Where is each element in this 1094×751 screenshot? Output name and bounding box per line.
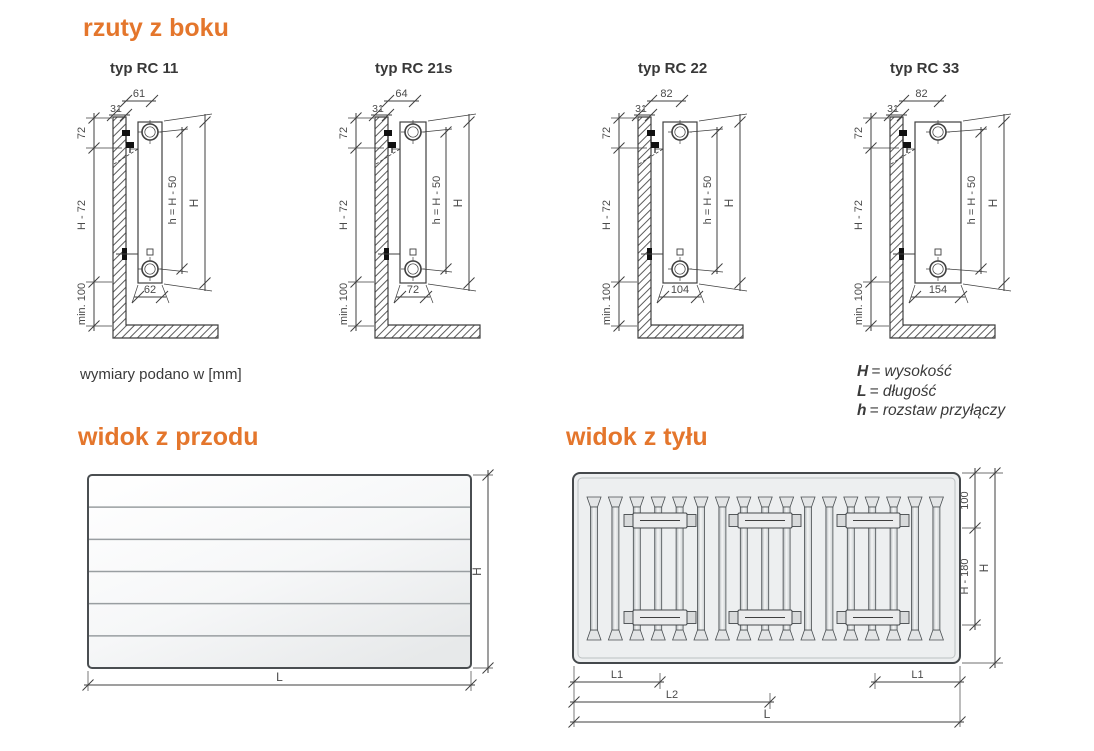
svg-text:h = H - 50: h = H - 50 [431, 175, 443, 225]
svg-text:h = H - 50: h = H - 50 [702, 175, 714, 225]
svg-text:L1: L1 [610, 669, 624, 681]
svg-text:100: 100 [959, 491, 971, 510]
svg-text:H: H [187, 198, 201, 208]
legend-row-length [857, 382, 1005, 402]
svg-text:H: H [722, 198, 736, 208]
svg-text:H - 72: H - 72 [853, 200, 865, 230]
svg-text:64: 64 [395, 88, 408, 100]
svg-text:154: 154 [928, 284, 948, 296]
legend-symbol: L [857, 382, 867, 400]
svg-text:H - 72: H - 72 [76, 200, 88, 230]
side-view-label-rc11: typ RC 11 [110, 60, 179, 77]
svg-text:72: 72 [853, 126, 865, 140]
svg-text:min. 100: min. 100 [853, 282, 865, 326]
legend-text: = rozstaw przyłączy [869, 402, 1006, 419]
svg-text:H: H [986, 198, 1000, 208]
legend-symbol: H [857, 363, 869, 380]
legend-row-height [857, 362, 1005, 382]
side-view-label-rc33: typ RC 33 [890, 60, 960, 77]
svg-text:72: 72 [406, 284, 420, 296]
svg-text:H - 72: H - 72 [338, 200, 350, 230]
svg-text:31: 31 [372, 103, 384, 115]
section-title-front-view: widok z przodu [78, 423, 259, 451]
svg-text:72: 72 [76, 126, 88, 140]
svg-text:62: 62 [143, 284, 157, 296]
side-view-label-rc22: typ RC 22 [638, 60, 708, 77]
svg-text:H - 180: H - 180 [959, 558, 971, 595]
legend-text: = wysokość [871, 363, 952, 380]
svg-text:82: 82 [660, 88, 673, 100]
svg-text:72: 72 [338, 126, 350, 140]
dimension-legend [857, 362, 1005, 421]
svg-text:82: 82 [915, 88, 928, 100]
svg-text:H - 72: H - 72 [601, 200, 613, 230]
svg-text:61: 61 [132, 88, 146, 100]
rear-view-drawing [555, 455, 1094, 751]
section-title-side-views: rzuty z boku [83, 14, 229, 42]
svg-text:min. 100: min. 100 [76, 282, 88, 326]
svg-text:72: 72 [601, 126, 613, 140]
svg-text:H: H [451, 198, 465, 208]
side-view-label-rc21s: typ RC 21s [375, 60, 453, 77]
side-view-drawing-rc22 [595, 85, 845, 357]
svg-text:h = H - 50: h = H - 50 [966, 175, 978, 225]
svg-text:L2: L2 [665, 689, 679, 701]
section-title-rear-view: widok z tyłu [566, 423, 708, 451]
svg-text:H: H [470, 567, 484, 576]
svg-text:104: 104 [670, 284, 690, 296]
side-view-drawing-rc11 [70, 85, 320, 357]
svg-text:min. 100: min. 100 [338, 282, 350, 326]
svg-text:31: 31 [635, 103, 647, 115]
svg-text:31: 31 [110, 103, 122, 115]
side-view-drawing-rc33 [847, 85, 1094, 357]
svg-text:L: L [276, 670, 283, 684]
svg-text:L: L [763, 707, 771, 721]
side-view-drawing-rc21s [332, 85, 582, 357]
svg-text:L1: L1 [911, 669, 924, 681]
svg-text:31: 31 [887, 103, 899, 115]
svg-text:H: H [977, 563, 991, 573]
svg-text:min. 100: min. 100 [601, 282, 613, 326]
svg-text:h = H - 50: h = H - 50 [167, 175, 179, 225]
legend-text: = długość [869, 382, 937, 400]
front-view-drawing [60, 455, 510, 700]
units-note: wymiary podano w [mm] [80, 366, 242, 383]
legend-row-connection [857, 401, 1005, 421]
legend-symbol: h [857, 402, 867, 419]
